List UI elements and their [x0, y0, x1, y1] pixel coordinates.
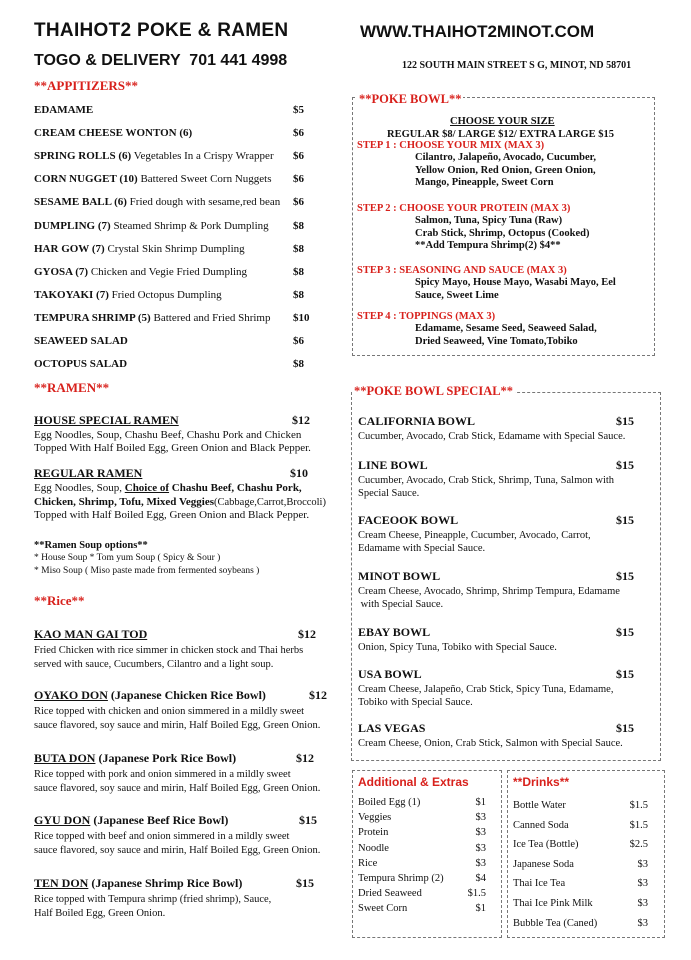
- poke-special-price: $15: [616, 625, 634, 639]
- rice-name: GYU DON: [34, 813, 91, 827]
- appetizer-row: [34, 311, 314, 325]
- appetizer-row: [34, 149, 314, 163]
- drink-name: Ice Tea (Bottle): [513, 839, 579, 851]
- extras-row: [358, 797, 486, 808]
- rice-title-row: [34, 751, 354, 768]
- poke-special-heading: **POKE BOWL SPECIAL**: [354, 384, 514, 398]
- house-special-ramen: [34, 414, 324, 455]
- poke-special-desc: Cream Cheese, Onion, Crab Stick, Salmon with Special Sauce.: [358, 738, 623, 749]
- ramen-heading: **RAMEN**: [34, 380, 110, 395]
- rice-desc: Rice topped with beef and onion simmered in a mildly sweet: [34, 831, 290, 842]
- appetizer-row: [34, 103, 314, 117]
- appetizer-desc: Steamed Shrimp & Pork Dumpling: [110, 219, 269, 232]
- poke-special-item: [358, 414, 653, 443]
- extras-price: $1.5: [467, 888, 486, 900]
- extras-price: $4: [475, 873, 486, 884]
- drink-price: $2.5: [629, 839, 648, 851]
- poke-special-title-row: [358, 513, 653, 529]
- appetizer-row: [34, 242, 314, 256]
- appetizer-desc: Vegetables In a Crispy Wrapper: [131, 150, 274, 163]
- appetizer-name: EDAMAME: [34, 104, 94, 116]
- drinks-row: [513, 878, 648, 889]
- appetizer-desc: Fried Octopus Dumpling: [108, 288, 222, 301]
- appetizer-price: $8: [293, 242, 304, 255]
- appetizer-desc: Battered Sweet Corn Nuggets: [137, 173, 272, 186]
- poke-special-price: $15: [616, 667, 634, 681]
- extras-name: Dried Seaweed: [358, 888, 422, 900]
- extras-row: [358, 888, 486, 899]
- extras-price: $3: [475, 827, 486, 839]
- regular-ramen-desc-2: Chicken, Shrimp, Tofu, Mixed Veggies(Cabbage,Carrot,Broccoli): [34, 495, 326, 508]
- drink-price: $3: [637, 917, 648, 929]
- poke-special-item: [358, 625, 653, 654]
- drinks-row: [513, 918, 648, 929]
- rice-item: [34, 688, 354, 732]
- house-ramen-price: $12: [292, 413, 310, 427]
- poke-special-name: LINE BOWL: [358, 458, 428, 472]
- appetizer-price: $6: [293, 335, 304, 347]
- rice-item: [34, 813, 354, 857]
- appetizers-heading: **APPITIZERS**: [34, 78, 139, 93]
- rice-desc: Half Boiled Egg, Green Onion.: [34, 907, 166, 919]
- extras-row: [358, 827, 486, 838]
- rice-extra: (Japanese Pork Rice Bowl): [95, 751, 237, 765]
- rice-desc: Rice topped with pork and onion simmered in a mildly sweet: [34, 769, 291, 780]
- poke-special-title-row: [358, 721, 653, 737]
- rice-extra: (Japanese Shrimp Rice Bowl): [88, 876, 243, 890]
- rice-title-row: [34, 688, 354, 705]
- poke-bowl-heading: **POKE BOWL**: [359, 92, 462, 106]
- poke-step-label: STEP 3 : SEASONING AND SAUCE (MAX 3): [357, 265, 567, 276]
- appetizer-row: [34, 265, 314, 279]
- drink-name: Japanese Soda: [513, 858, 574, 870]
- address: 122 SOUTH MAIN STREET S G, MINOT, ND 58701: [402, 60, 632, 71]
- poke-special-price: $15: [616, 721, 634, 735]
- poke-step-line: Crab Stick, Shrimp, Octopus (Cooked): [415, 227, 590, 239]
- poke-special-price: $15: [616, 414, 634, 428]
- drinks-box: [507, 770, 665, 938]
- appetizer-price: $10: [293, 311, 310, 324]
- appetizer-name: HAR GOW (7): [34, 242, 105, 255]
- poke-step-line: Sauce, Sweet Lime: [415, 289, 499, 301]
- togo-delivery-phone: TOGO & DELIVERY 701 441 4998: [34, 52, 288, 69]
- rice-desc: sauce flavored, soy sauce and mirin, Half Boiled Egg, Green Onion.: [34, 844, 321, 856]
- rice-extra: (Japanese Chicken Rice Bowl): [107, 688, 266, 702]
- poke-step-line: **Add Tempura Shrimp(2) $4**: [415, 240, 561, 251]
- rice-price: $15: [296, 876, 314, 890]
- house-ramen-desc-2: Topped With Half Boiled Egg, Green Onion and Black Pepper.: [34, 442, 311, 454]
- poke-step-line: Cilantro, Jalapeño, Avocado, Cucumber,: [415, 152, 596, 163]
- rice-price: $15: [299, 813, 317, 827]
- poke-special-name: USA BOWL: [358, 667, 422, 681]
- drinks-row: [513, 839, 648, 850]
- appetizer-price: $6: [293, 150, 304, 163]
- rice-price: $12: [296, 751, 314, 765]
- poke-special-title-row: [358, 458, 653, 474]
- house-ramen-name: HOUSE SPECIAL RAMEN: [34, 413, 179, 427]
- house-ramen-desc: Egg Noodles, Soup, Chashu Beef, Chashu Pork and Chicken: [34, 429, 302, 441]
- poke-special-desc: Edamame with Special Sauce.: [358, 543, 486, 554]
- rice-extra: (Japanese Beef Rice Bowl): [90, 813, 229, 827]
- drink-price: $3: [637, 858, 648, 870]
- poke-special-item: [358, 513, 653, 555]
- appetizer-name: SEAWEED SALAD: [34, 335, 128, 347]
- regular-ramen-price: $10: [290, 466, 308, 480]
- drink-name: Bottle Water: [513, 800, 566, 811]
- rice-price: $12: [298, 627, 316, 641]
- extras-name: Protein: [358, 827, 389, 839]
- extras-name: Noodle: [358, 842, 389, 854]
- appetizer-price: $8: [293, 358, 304, 371]
- poke-special-title-row: [358, 625, 653, 641]
- ramen-soup-line-1: * House Soup * Tom yum Soup ( Spicy & Sour ): [34, 553, 221, 563]
- appetizer-name: OCTOPUS SALAD: [34, 358, 128, 371]
- poke-step: [357, 310, 649, 348]
- appetizer-name: GYOSA (7): [34, 265, 89, 278]
- appetizer-desc: Battered and Fried Shrimp: [150, 311, 271, 324]
- regular-ramen-desc: Egg Noodles, Soup, Choice of Chashu Beef, Chashu Pork,: [34, 482, 302, 494]
- extras-price: $1: [475, 797, 486, 808]
- poke-sizes: REGULAR $8/ LARGE $12/ EXTRA LARGE $15: [387, 129, 614, 140]
- poke-special-desc: Special Sauce.: [358, 488, 420, 499]
- extras-row: [358, 843, 486, 854]
- extras-name: Sweet Corn: [358, 903, 408, 915]
- poke-step-line: Mango, Pineapple, Sweet Corn: [415, 177, 554, 188]
- appetizer-name: DUMPLING (7): [34, 219, 111, 232]
- rice-desc: sauce flavored, soy sauce and mirin, Half Boiled Egg, Green Onion.: [34, 782, 321, 794]
- extras-name: Veggies: [358, 812, 392, 824]
- poke-special-price: $15: [616, 458, 634, 472]
- appetizer-name: TEMPURA SHRIMP (5): [34, 311, 151, 324]
- poke-special-desc: Tobiko with Special Sauce.: [358, 697, 473, 708]
- poke-special-desc: Cucumber, Avocado, Crab Stick, Shrimp, Tuna, Salmon with: [358, 475, 615, 486]
- appetizer-price: $6: [293, 173, 304, 186]
- drinks-row: [513, 800, 648, 811]
- extras-name: Rice: [358, 857, 378, 869]
- poke-special-name: FACEOOK BOWL: [358, 513, 459, 527]
- extras-heading: Additional & Extras: [358, 775, 469, 789]
- rice-desc: Rice topped with Tempura shrimp (fried shrimp), Sauce,: [34, 894, 272, 905]
- appetizer-price: $8: [293, 265, 304, 278]
- rice-title-row: [34, 627, 354, 644]
- rice-desc: Rice topped with chicken and onion simmered in a mildly sweet: [34, 706, 305, 717]
- rice-title-row: [34, 813, 354, 830]
- poke-step-line: Spicy Mayo, House Mayo, Wasabi Mayo, Eel: [415, 277, 616, 288]
- poke-special-desc: with Special Sauce.: [358, 599, 444, 610]
- poke-special-item: [358, 721, 653, 750]
- poke-special-title-row: [358, 569, 653, 585]
- drink-name: Thai Ice Tea: [513, 878, 566, 890]
- poke-special-item: [358, 458, 653, 500]
- drinks-row: [513, 820, 648, 831]
- extras-price: $3: [475, 842, 486, 854]
- drinks-row: [513, 898, 648, 909]
- drink-price: $3: [637, 878, 648, 890]
- poke-special-price: $15: [616, 513, 634, 527]
- regular-ramen-name: REGULAR RAMEN: [34, 466, 143, 480]
- appetizer-name: CORN NUGGET (10): [34, 173, 138, 186]
- page-title: THAIHOT2 POKE & RAMEN: [34, 20, 289, 41]
- rice-item: [34, 876, 354, 920]
- extras-row: [358, 858, 486, 869]
- appetizer-name: CREAM CHEESE WONTON (6): [34, 127, 193, 140]
- poke-special-price: $15: [616, 569, 634, 583]
- extras-price: $3: [475, 857, 486, 869]
- appetizer-row: [34, 172, 314, 186]
- poke-special-desc: Cream Cheese, Avocado, Shrimp, Shrimp Tempura, Edamame: [358, 586, 620, 597]
- poke-special-item: [358, 569, 653, 611]
- extras-price: $3: [475, 812, 486, 824]
- rice-heading: **Rice**: [34, 593, 85, 608]
- poke-special-desc: Cream Cheese, Pineapple, Cucumber, Avocado, Carrot,: [358, 530, 591, 541]
- poke-size-heading: CHOOSE YOUR SIZE: [450, 116, 555, 127]
- rice-item: [34, 627, 354, 671]
- poke-special-name: EBAY BOWL: [358, 625, 431, 639]
- drink-name: Canned Soda: [513, 819, 569, 831]
- appetizer-desc: Crystal Skin Shrimp Dumpling: [104, 242, 245, 255]
- rice-desc: sauce flavored, soy sauce and mirin, Half Boiled Egg, Green Onion.: [34, 719, 321, 731]
- appetizer-price: $5: [293, 104, 304, 116]
- rice-name: OYAKO DON: [34, 688, 108, 702]
- regular-ramen: [34, 467, 354, 523]
- appetizer-row: [34, 219, 314, 233]
- rice-title-row: [34, 876, 354, 893]
- poke-step-line: Salmon, Tuna, Spicy Tuna (Raw): [415, 215, 563, 226]
- appetizer-name: SPRING ROLLS (6): [34, 150, 132, 163]
- regular-ramen-desc-3: Topped with Half Boiled Egg, Green Onion and Black Pepper.: [34, 509, 310, 521]
- appetizer-price: $6: [293, 196, 304, 209]
- poke-special-title-row: [358, 667, 653, 683]
- website-link[interactable]: WWW.THAIHOT2MINOT.COM: [360, 22, 595, 41]
- poke-step: [357, 139, 649, 190]
- extras-row: [358, 873, 486, 884]
- drink-price: $1.5: [629, 819, 648, 831]
- drink-price: $1.5: [629, 800, 648, 811]
- rice-price: $12: [309, 688, 327, 702]
- poke-step-line: Edamame, Sesame Seed, Seaweed Salad,: [415, 323, 597, 334]
- poke-step-label: STEP 2 : CHOOSE YOUR PROTEIN (MAX 3): [357, 203, 571, 214]
- appetizer-row: [34, 357, 314, 371]
- appetizer-row: [34, 334, 314, 348]
- poke-step-label: STEP 1 : CHOOSE YOUR MIX (MAX 3): [357, 140, 545, 151]
- poke-special-item: [358, 667, 653, 709]
- extras-row: [358, 812, 486, 823]
- appetizer-row: [34, 195, 314, 209]
- appetizer-price: $8: [293, 219, 304, 232]
- poke-special-name: CALIFORNIA BOWL: [358, 414, 476, 428]
- appetizer-price: $6: [293, 127, 304, 140]
- poke-special-desc: Cream Cheese, Jalapeño, Crab Stick, Spicy Tuna, Edamame,: [358, 684, 614, 695]
- rice-desc: Fried Chicken with rice simmer in chicken stock and Thai herbs: [34, 645, 304, 656]
- appetizer-name: TAKOYAKI (7): [34, 288, 109, 301]
- appetizer-price: $8: [293, 288, 304, 301]
- drink-name: Bubble Tea (Caned): [513, 917, 598, 929]
- poke-step: [357, 202, 649, 253]
- poke-step-label: STEP 4 : TOPPINGS (MAX 3): [357, 311, 496, 322]
- appetizer-row: [34, 126, 314, 140]
- ramen-soup-line-2: * Miso Soup ( Miso paste made from fermented soybeans ): [34, 566, 260, 576]
- drink-price: $3: [637, 898, 648, 909]
- rice-name: KAO MAN GAI TOD: [34, 627, 148, 641]
- drinks-heading: **Drinks**: [513, 775, 570, 789]
- appetizer-name: SESAME BALL (6): [34, 196, 127, 209]
- rice-name: BUTA DON: [34, 751, 96, 765]
- rice-item: [34, 751, 354, 795]
- ramen-soup-heading: **Ramen Soup options**: [34, 540, 148, 551]
- poke-special-desc: Cucumber, Avocado, Crab Stick, Edamame with Special Sauce.: [358, 431, 626, 442]
- extras-name: Tempura Shrimp (2): [358, 873, 444, 884]
- rice-name: TEN DON: [34, 876, 89, 890]
- poke-special-name: MINOT BOWL: [358, 569, 441, 583]
- poke-special-title-row: [358, 414, 653, 430]
- appetizer-desc: Chicken and Vegie Fried Dumpling: [88, 265, 248, 278]
- poke-step-line: Yellow Onion, Red Onion, Green Onion,: [415, 164, 596, 176]
- extras-row: [358, 903, 486, 914]
- poke-step: [357, 264, 649, 302]
- appetizer-row: [34, 288, 314, 302]
- extras-price: $1: [475, 903, 486, 915]
- extras-name: Boiled Egg (1): [358, 797, 421, 808]
- drinks-row: [513, 859, 648, 870]
- poke-special-name: LAS VEGAS: [358, 721, 426, 735]
- rice-desc: served with sauce, Cucumbers, Cilantro and a light soup.: [34, 658, 274, 670]
- drink-name: Thai Ice Pink Milk: [513, 898, 593, 909]
- appetizer-desc: Fried dough with sesame,red bean: [126, 196, 281, 209]
- poke-special-desc: Onion, Spicy Tuna, Tobiko with Special Sauce.: [358, 642, 557, 653]
- poke-step-line: Dried Seaweed, Vine Tomato,Tobiko: [415, 335, 578, 347]
